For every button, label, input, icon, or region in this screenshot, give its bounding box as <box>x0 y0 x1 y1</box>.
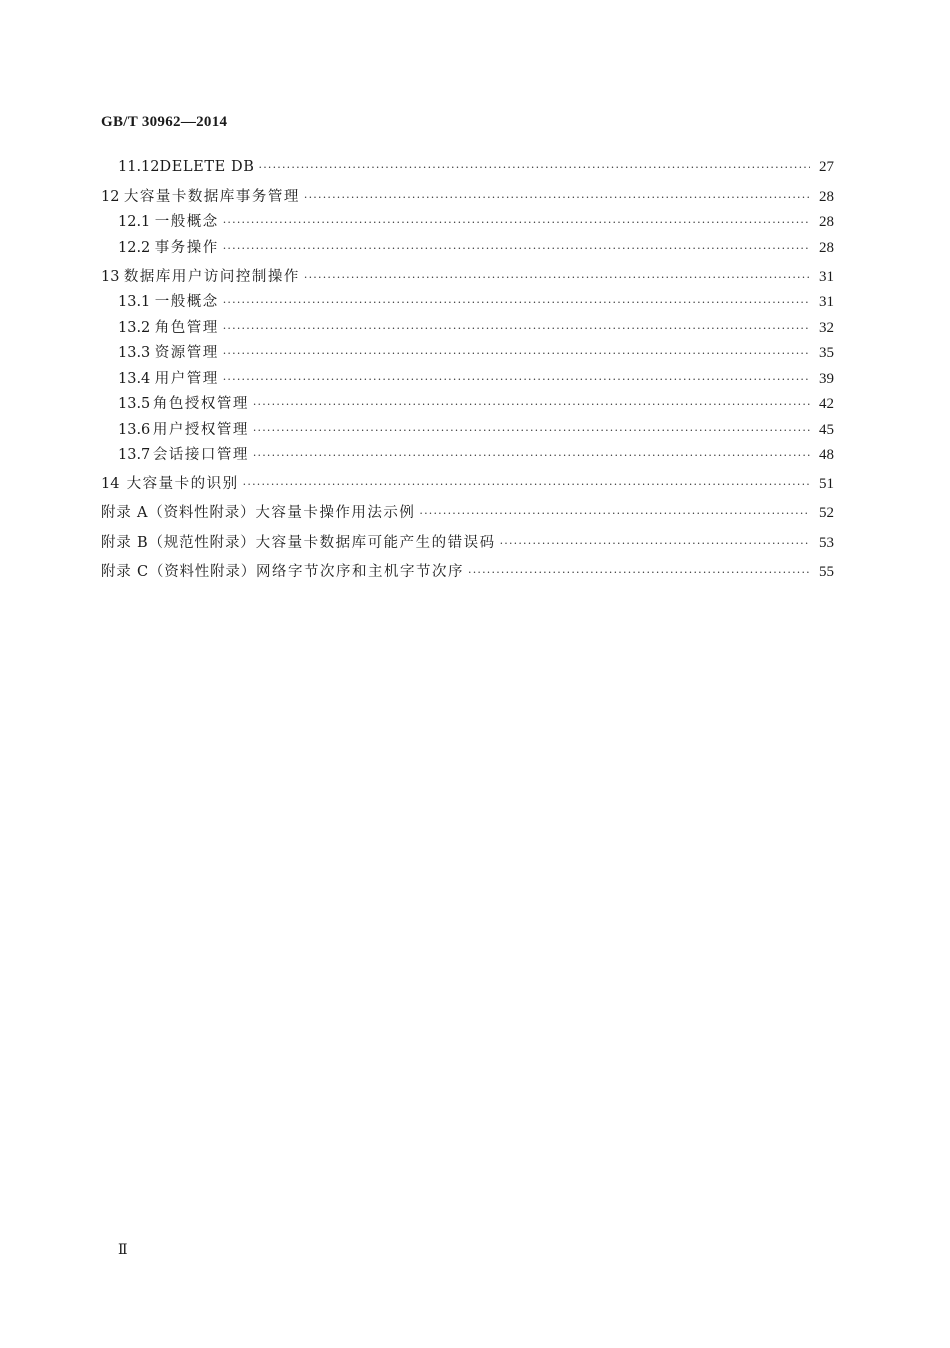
toc-leader-dots <box>468 564 810 582</box>
toc-leader-dots <box>259 159 811 177</box>
toc-entry-page: 27 <box>819 159 834 175</box>
toc-entry-title: 大容量卡数据库可能产生的错误码 <box>255 535 496 551</box>
toc-entry-page: 31 <box>819 294 834 310</box>
toc-leader-dots <box>223 214 810 232</box>
toc-leader-dots <box>304 189 810 207</box>
toc-leader-dots <box>223 371 810 389</box>
standard-code-header: GB/T 30962—2014 <box>101 114 228 130</box>
toc-entry-page: 28 <box>819 189 834 205</box>
toc-entry-number: 12 <box>101 189 120 205</box>
toc-leader-dots <box>223 240 810 258</box>
toc-entry[interactable] <box>118 344 834 363</box>
toc-entry-title: 事务操作 <box>154 240 219 256</box>
toc-entry[interactable] <box>118 293 834 312</box>
toc-entry-title: 大容量卡数据库事务管理 <box>123 189 300 205</box>
toc-leader-dots <box>243 476 810 494</box>
toc-leader-dots <box>253 396 810 414</box>
toc-entry-page: 39 <box>819 371 834 387</box>
toc-entry-number: 附录 B（规范性附录） <box>101 535 256 551</box>
toc-entry-page: 28 <box>819 214 834 230</box>
toc-leader-dots <box>223 345 810 363</box>
toc-entry-title: 大容量卡的识别 <box>126 476 239 492</box>
toc-entry-title: 一般概念 <box>154 214 219 230</box>
toc-entry-number: 13.6 <box>118 422 151 438</box>
toc-entry-number: 13.7 <box>118 447 151 463</box>
toc-leader-dots <box>304 269 810 287</box>
toc-entry-title: 角色管理 <box>154 320 219 336</box>
toc-entry-title: 用户授权管理 <box>152 422 249 438</box>
toc-entry-page: 32 <box>819 320 834 336</box>
toc-entry-page: 51 <box>819 476 834 492</box>
toc-entry-page: 53 <box>819 535 834 551</box>
toc-leader-dots <box>500 535 810 553</box>
toc-entry-number: 12.1 <box>118 214 151 230</box>
toc-entry-number: 13 <box>101 269 120 285</box>
toc-leader-dots <box>253 447 810 465</box>
toc-entry[interactable] <box>118 395 834 414</box>
toc-entry[interactable] <box>118 446 834 465</box>
toc-entry-number: 13.5 <box>118 396 151 412</box>
toc-entry-title: 会话接口管理 <box>152 447 249 463</box>
toc-leader-dots <box>419 505 810 523</box>
toc-entry-title: 角色授权管理 <box>152 396 249 412</box>
toc-entry-page: 42 <box>819 396 834 412</box>
toc-entry-title: 一般概念 <box>154 294 219 310</box>
toc-entry[interactable] <box>118 370 834 389</box>
toc-entry-page: 31 <box>819 269 834 285</box>
toc-entry-page: 35 <box>819 345 834 361</box>
toc-entry-title: 数据库用户访问控制操作 <box>123 269 300 285</box>
toc-entry-number: 附录 A（资料性附录） <box>101 505 256 521</box>
toc-entry-page: 45 <box>819 422 834 438</box>
toc-entry-appendix[interactable] <box>101 563 834 582</box>
toc-entry-page: 48 <box>819 447 834 463</box>
toc-entry-number: 14 <box>101 476 120 492</box>
toc-entry[interactable] <box>101 475 834 494</box>
toc-entry[interactable] <box>101 268 834 287</box>
toc-entry-title: 资源管理 <box>154 345 219 361</box>
toc-entry[interactable] <box>118 239 834 258</box>
page-number-footer: Ⅱ <box>118 1243 128 1258</box>
toc-entry-number: 12.2 <box>118 240 151 256</box>
toc-entry-number: 13.3 <box>118 345 151 361</box>
toc-entry[interactable] <box>101 188 834 207</box>
toc-entry-appendix[interactable] <box>101 534 834 553</box>
toc-entry-appendix[interactable] <box>101 504 834 523</box>
toc-leader-dots <box>223 320 810 338</box>
toc-entry[interactable] <box>118 213 834 232</box>
toc-entry[interactable] <box>118 158 834 177</box>
toc-entry-title: DELETE DB <box>159 159 255 175</box>
toc-entry-number: 13.2 <box>118 320 151 336</box>
toc-entry-number: 附录 C（资料性附录） <box>101 564 257 580</box>
toc-entry[interactable] <box>118 319 834 338</box>
toc-entry[interactable] <box>118 421 834 440</box>
toc-leader-dots <box>223 294 810 312</box>
toc-entry-title: 网络字节次序和主机字节次序 <box>256 564 465 580</box>
toc-entry-number: 13.4 <box>118 371 151 387</box>
toc-entry-number: 11.12 <box>118 159 160 175</box>
toc-entry-number: 13.1 <box>118 294 151 310</box>
toc-entry-page: 28 <box>819 240 834 256</box>
toc-entry-title: 大容量卡操作用法示例 <box>255 505 416 521</box>
toc-entry-title: 用户管理 <box>154 371 219 387</box>
toc-entry-page: 55 <box>819 564 834 580</box>
toc-leader-dots <box>253 422 810 440</box>
toc-entry-page: 52 <box>819 505 834 521</box>
